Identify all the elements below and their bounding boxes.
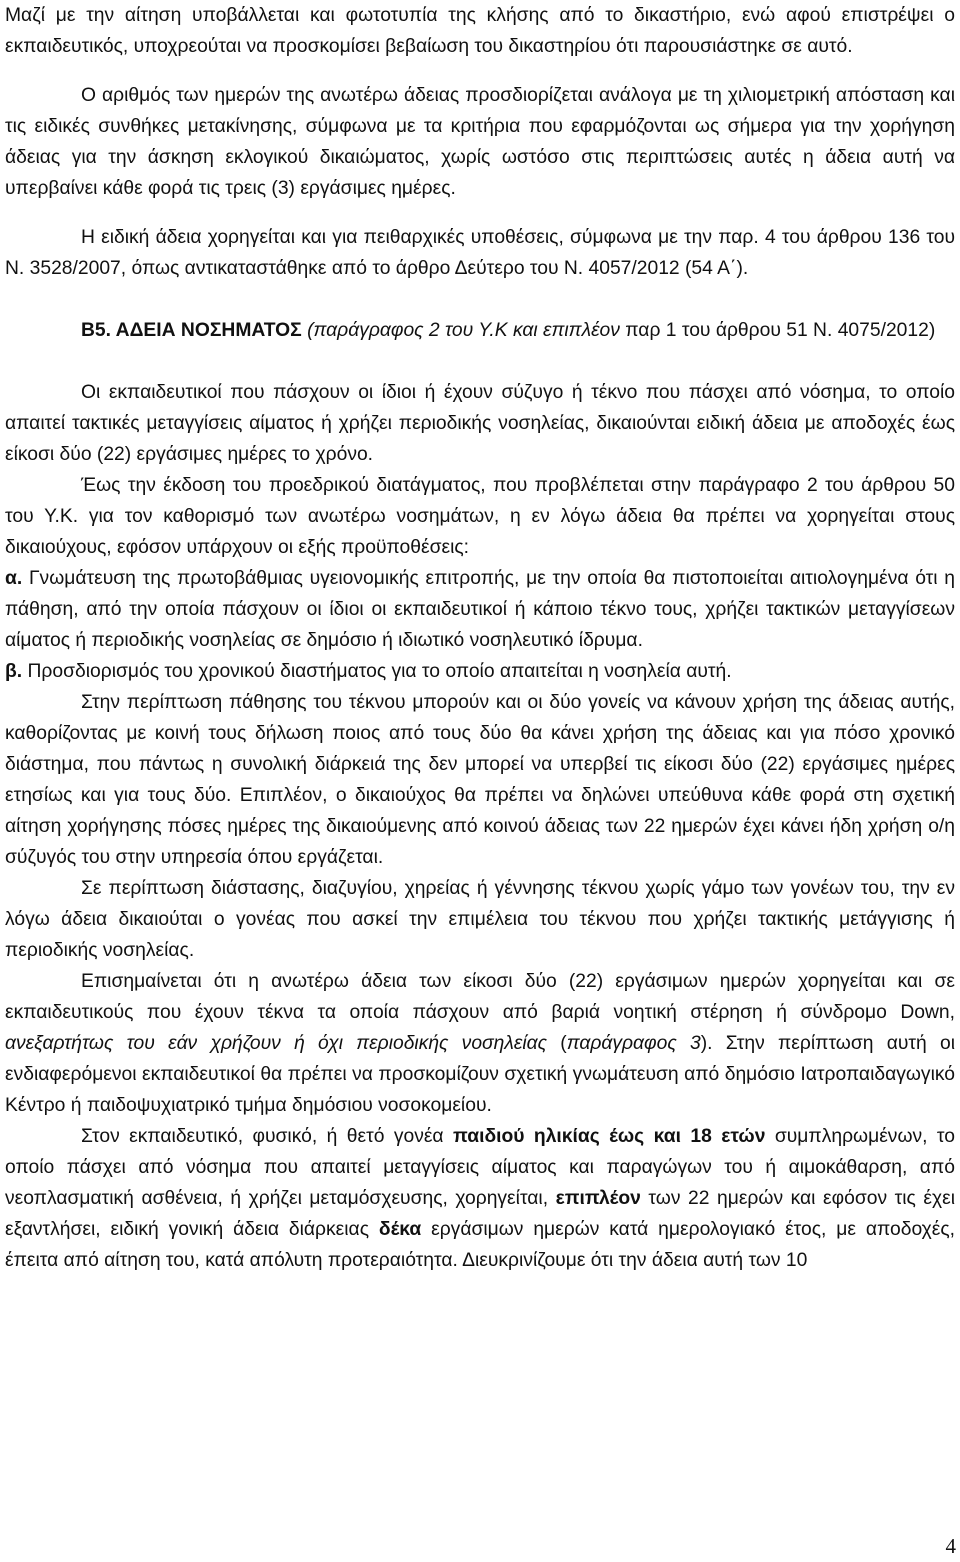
paragraph-both-parents: Στην περίπτωση πάθησης του τέκνου μπορούν και οι δύο γονείς να κάνουν χρήση της άδειας αυτής, καθορίζοντας με κοινή τους δήλωση ποιος από τους δύο θα κάνει χρήση της άδειας και για πόσο χρονικό διάστημα, που πάντως η συνολική διάρκειά της δεν μπορεί να υπερβεί τις είκοσι δύο (22) εργάσιμες ημέρες ετησίως και για τους δύο. Επιπλέον, ο δικαιούχος θα πρέπει να δηλώνει υπεύθυνα κάθε φορά στη σχετική αίτηση χορήγησης πόσες ημέρες της δικαιούμενης από κοινού άδειας των 22 ημερών έχει κάνει ήδη χρήση ο/η σύζυγός του στην υπηρεσία όπου εργάζεται. (5, 692, 955, 868)
heading-title: Β5. ΑΔΕΙΑ ΝΟΣΗΜΑΤΟΣ (81, 320, 302, 341)
spacer (5, 284, 955, 315)
text-run: Στον εκπαιδευτικό, φυσικό, ή θετό γονέα (81, 1126, 444, 1147)
paragraph-conditions-intro: Έως την έκδοση του προεδρικού διατάγματος, που προβλέπεται στην παράγραφο 2 του άρθρου 50 του Υ.Κ. για τον καθορισμό των ανωτέρω νοσημάτων, η εν λόγω άδεια θα πρέπει να χορηγείται στους δικαιούχους, εφόσον υπάρχουν οι εξής προϋποθέσεις: (5, 475, 955, 558)
condition-beta-label: β. (5, 661, 23, 682)
section-heading-b5 (5, 315, 955, 346)
condition-alpha-text: Γνωμάτευση της πρωτοβάθμιας υγειονομικής επιτροπής, με την οποία θα πιστοποιείται αιτιολογημένα ότι η πάθηση, από την οποία πάσχουν οι ίδιοι οι εκπαιδευτικοί ή κάποιο τέκνο τους, χρήζει τακτικών μεταγγίσεων αίματος ή περιοδικής νοσηλείας σε δημόσιο ή ιδιωτικό νοσηλευτικό ίδρυμα. (5, 568, 955, 651)
condition-alpha (5, 563, 955, 656)
paragraph-down-syndrome (5, 966, 955, 1121)
condition-beta-text: Προσδιορισμός του χρονικού διαστήματος για το οποίο απαιτείται η νοσηλεία αυτή. (27, 661, 732, 682)
paragraph-disciplinary-cases: Η ειδική άδεια χορηγείται και για πειθαρχικές υποθέσεις, σύμφωνα με την παρ. 4 του άρθρου 136 του Ν. 3528/2007, όπως αντικαταστάθηκε από το άρθρο Δεύτερο του Ν. 4057/2012 (54 Α΄). (5, 227, 955, 279)
paragraph-parental-leave (5, 1121, 955, 1276)
heading-rest: παρ 1 του άρθρου 51 Ν. 4075/2012) (625, 320, 936, 341)
bold-run: παιδιού ηλικίας έως και 18 ετών (453, 1126, 766, 1147)
paragraph-eligibility: Οι εκπαιδευτικοί που πάσχουν οι ίδιοι ή έχουν σύζυγο ή τέκνο που πάσχει από νόσημα, το οποίο απαιτεί τακτικές μεταγγίσεις αίματος ή χρήζει περιοδικής νοσηλείας, δικαιούνται ειδική άδεια με αποδοχές έως είκοσι δύο (22) εργάσιμες ημέρες το χρόνο. (5, 382, 955, 465)
text-run: των 22 ημερών και εφόσον τις έχει εξαντλήσει, ειδική γονική άδεια διάρκειας (5, 1188, 955, 1240)
page-number: 4 (945, 1534, 956, 1558)
heading-italic: (παράγραφος 2 του Υ.Κ και επιπλέον (307, 320, 620, 341)
bold-run: επιπλέον (555, 1188, 641, 1209)
paragraph-court-summons: Μαζί με την αίτηση υποβάλλεται και φωτοτυπία της κλήσης από το δικαστήριο, ενώ αφού επιστρέψει ο εκπαιδευτικός, υποχρεούται να προσκομίσει βεβαίωση του δικαστηρίου ότι παρουσιάστηκε σε αυτό. (5, 5, 955, 57)
text-run: συμπληρωμένων, το οποίο πάσχει από νόσημα που απαιτεί μεταγγίσεις αίματος και παραγώγων του ή αιμοκάθαρση, από νεοπλασματική ασθένεια, ή χρήζει μεταμόσχευσης, χορηγείται, (5, 1126, 955, 1209)
spacer (5, 204, 955, 222)
condition-beta (5, 656, 955, 687)
italic-run: παράγραφος 3 (566, 1033, 701, 1054)
paragraph-days-calculation: Ο αριθμός των ημερών της ανωτέρω άδειας προσδιορίζεται ανάλογα με τη χιλιομετρική απόσταση και τις ειδικές συνθήκες μετακίνησης, σύμφωνα με τα κριτήρια που εφαρμόζονται ως σήμερα για την χορήγηση άδειας για την άσκηση εκλογικού δικαιώματος, χωρίς ωστόσο στις περιπτώσεις αυτές η άδεια αυτή να υπερβαίνει κάθε φορά τις τρεις (3) εργάσιμες ημέρες. (5, 85, 955, 199)
italic-run: ανεξαρτήτως του εάν χρήζουν ή όχι περιοδικής νοσηλείας (5, 1033, 547, 1054)
text-run: ). Στην περίπτωση αυτή οι ενδιαφερόμενοι εκπαιδευτικοί θα πρέπει να προσκομίζουν σχετική γνωμάτευση από δημόσιο Ιατροπαιδαγωγικό Κέντρο ή παιδοψυχιατρικό τμήμα δημόσιου νοσοκομείου. (5, 1033, 956, 1116)
bold-run: δέκα (378, 1219, 422, 1240)
text-run: εργάσιμων ημερών κατά ημερολογιακό έτος, με αποδοχές, έπειτα από αίτηση του, κατά απόλυτη προτεραιότητα. Διευκρινίζουμε ότι την άδεια αυτή των 10 (5, 1219, 956, 1271)
text-run: ( (560, 1033, 567, 1054)
text-run: Επισημαίνεται ότι η ανωτέρω άδεια των είκοσι δύο (22) εργάσιμων ημερών χορηγείται και σε εκπαιδευτικούς που έχουν τέκνα τα οποία πάσχουν από βαριά νοητική στέρηση ή σύνδρομο Down, (5, 971, 955, 1023)
condition-alpha-label: α. (5, 568, 23, 589)
spacer (5, 346, 955, 377)
paragraph-divorce: Σε περίπτωση διάστασης, διαζυγίου, χηρείας ή γέννησης τέκνου χωρίς γάμο των γονέων του, την εν λόγω άδεια δικαιούται ο γονέας που ασκεί την επιμέλεια του τέκνου που χρήζει τακτικής μετάγγισης ή περιοδικής νοσηλείας. (5, 878, 955, 961)
spacer (5, 62, 955, 80)
